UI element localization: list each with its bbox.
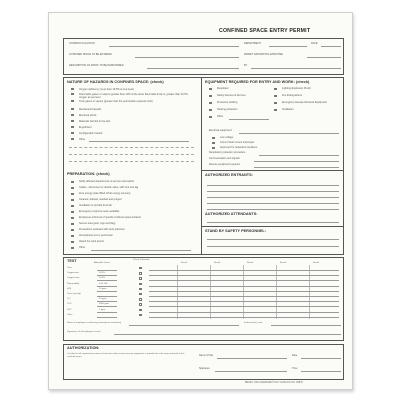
electrical-item: Approved for hazardous locations: [220, 146, 258, 149]
hazard-checkbox[interactable]: [71, 93, 74, 95]
hazard-item: Electrical shock: [79, 114, 97, 117]
result-column-heading: Result: [214, 262, 221, 264]
electrical-item: Ground fault current interrupter: [220, 141, 255, 144]
test-row-name: Time: [67, 267, 72, 269]
auth-name-line[interactable]: [217, 358, 287, 359]
test-result-line[interactable]: [149, 301, 339, 302]
hazard-item: Mechanical hazards: [79, 108, 102, 111]
date-label: DATE: [311, 42, 318, 45]
equipment-item: Ventilation: [282, 108, 294, 111]
preparation-item: Notify affected departments of service interruption: [79, 180, 135, 183]
test-row-name: SO2: [67, 308, 72, 311]
equipment-checkbox[interactable]: [274, 88, 277, 90]
preparation-checkbox[interactable]: [71, 217, 74, 219]
respiratory-label: Respiratory protection procedure: [209, 151, 246, 154]
test-row-limit: 10% LEL: [99, 282, 108, 285]
equipment-checkbox[interactable]: [209, 102, 212, 104]
preparation-other-line[interactable]: [91, 250, 191, 251]
result-column-heading: Result: [313, 262, 320, 264]
test-limit-line: [97, 317, 117, 318]
entrants-top-rule: [201, 170, 344, 171]
test-result-line[interactable]: [149, 312, 339, 313]
test-row-name: CO2: [67, 303, 72, 306]
authorization-box: [63, 344, 344, 380]
preparation-checkbox[interactable]: [71, 199, 74, 201]
preparation-item: Atmospheric test in permission: [79, 234, 114, 237]
conditions-divider: [201, 77, 202, 255]
test-result-line[interactable]: [149, 317, 339, 318]
communication-label: Communication and signals: [209, 157, 240, 160]
test-row-limit: 10 ppm: [99, 287, 107, 290]
test-limit-line: [97, 306, 117, 307]
auth-time-label: Time: [292, 367, 298, 370]
test-result-line[interactable]: [149, 286, 339, 287]
test-result-line[interactable]: [149, 306, 339, 307]
preparation-item: Other: [79, 246, 86, 249]
permit-sheet: [48, 12, 353, 390]
department-label: DEPARTMENT: [244, 42, 261, 45]
auth-date-line[interactable]: [301, 358, 341, 359]
entrant-line[interactable]: [207, 191, 339, 192]
hazard-dash-line: [69, 154, 194, 155]
attendants-heading: AUTHORIZED ATTENDANTS:: [205, 212, 258, 216]
preparation-item: Zero energy state (Bled off all energy sources): [79, 192, 131, 195]
test-needed-checkbox[interactable]: [139, 267, 142, 269]
preparation-item: Isolate - disconnect or double valve, with lock and tag: [79, 186, 139, 189]
preparation-checkbox[interactable]: [71, 205, 74, 207]
test-result-line[interactable]: [149, 270, 339, 271]
test-limit-line: [97, 291, 117, 292]
check-needed-heading: Check if Needed: [133, 259, 150, 261]
test-limit-line: [97, 286, 117, 287]
test-row-limit: 2 ppm: [99, 308, 106, 311]
standby-line-1[interactable]: [207, 239, 339, 240]
standby-top-rule: [201, 226, 344, 227]
equipment-checkbox[interactable]: [274, 95, 277, 97]
test-limit-line: [97, 296, 117, 297]
monitoring-persons-line[interactable]: [129, 325, 239, 326]
hazard-item: Oxygen deficiency (Less than 19.5% at sea level): [79, 88, 134, 91]
space-label: CONFINED SPACE TO BE ENTERED: [69, 53, 112, 56]
rescue-label: Rescue equipment required: [209, 163, 240, 166]
electrical-item: Low voltage: [220, 136, 234, 139]
authorization-statement: I certify that all required precautions have been taken and necessary equipment is provided for safe entry and work in this confined space.: [67, 353, 185, 358]
hazard-checkbox[interactable]: [71, 120, 74, 122]
respiratory-line[interactable]: [259, 155, 339, 156]
preparation-item: Precautions reviewed with work practices: [79, 228, 125, 231]
entrant-line[interactable]: [207, 209, 339, 210]
preparation-item: Secure area (post, sign and flag): [79, 222, 116, 225]
electrical-heading: Electrical equipment:: [209, 129, 233, 132]
preparation-item: Cleaned, drained, washed and purged: [79, 198, 122, 201]
equipment-checkbox[interactable]: [209, 88, 212, 90]
equipment-other-line[interactable]: [229, 119, 269, 120]
preparation-checkbox[interactable]: [71, 235, 74, 237]
hazard-dash-line: [69, 161, 194, 162]
equipment-item: Safety harness & life lines: [217, 94, 246, 97]
test-result-line[interactable]: [149, 296, 339, 297]
equipment-checkbox[interactable]: [209, 95, 212, 97]
preparation-checkbox[interactable]: [71, 181, 74, 183]
equipment-item: Hearing protection: [217, 108, 238, 111]
hazard-item: Other: [79, 138, 86, 141]
test-needed-checkbox[interactable]: [139, 303, 142, 305]
equipment-heading: EQUIPMENT REQUIRED FOR ENTRY AND WORK: (check): [205, 80, 310, 84]
hazard-other-line[interactable]: [89, 141, 189, 142]
hazard-item: Toxic gases or vapors (greater than the permissible exposure limit): [79, 100, 153, 103]
test-row-name: Oxygen-min: [67, 272, 79, 275]
catalog-footer: BRADY USA SIGNMARK® DIV. CATALOG NO. 65870: [245, 381, 303, 384]
hazard-dash-line: [69, 147, 194, 148]
electrical-checkbox[interactable]: [212, 147, 215, 149]
allowable-limits-heading: Allowable Limits: [94, 262, 110, 264]
test-result-line[interactable]: [149, 275, 339, 276]
hazard-checkbox[interactable]: [71, 132, 74, 134]
test-result-line[interactable]: [149, 280, 339, 281]
test-needed-checkbox[interactable]: [139, 272, 142, 274]
date-line[interactable]: [321, 46, 341, 47]
by-label: BY: [244, 64, 248, 67]
equipment-item: Emergency Escape Retrieval Equipment: [282, 101, 327, 104]
test-needed-checkbox[interactable]: [139, 309, 142, 311]
hazard-checkbox[interactable]: [71, 88, 74, 90]
equipment-item: Fire Extinguishers: [282, 94, 303, 97]
attendants-line[interactable]: [207, 222, 339, 223]
entrants-heading: AUTHORIZED ENTRANTS:: [205, 173, 253, 177]
form-title: CONFINED SPACE ENTRY PERMIT: [219, 28, 311, 34]
test-row-limit: 25 ppm: [99, 298, 107, 301]
test-limit-line: [97, 301, 117, 302]
test-row-limit: 19.5%: [99, 272, 106, 275]
hazard-checkbox[interactable]: [71, 114, 74, 116]
hazard-checkbox[interactable]: [71, 108, 74, 110]
hazard-checkbox[interactable]: [71, 100, 74, 102]
standby-line-2[interactable]: [207, 246, 339, 247]
space-line[interactable]: [135, 57, 239, 58]
hazard-checkbox[interactable]: [71, 126, 74, 128]
equipment-item: Protective clothing: [217, 101, 238, 104]
auth-signature-line[interactable]: [215, 371, 287, 372]
instruments-label: Instrument(s) used: [244, 322, 263, 324]
work-label: DESCRIPTION OF WORK TO BE PERFORMED: [69, 64, 124, 67]
test-limit-line: [97, 270, 117, 271]
company-label: COMPANY/LOCATION: [69, 42, 95, 45]
electrical-checkbox[interactable]: [212, 142, 215, 144]
entrant-line[interactable]: [207, 197, 339, 198]
test-row-name: H2S: [67, 287, 72, 290]
test-row-name: Toxic (specify): [67, 293, 81, 295]
expiration-label: PERMIT EXPIRATION DATE/TIME: [244, 53, 283, 56]
preparation-checkbox[interactable]: [71, 211, 74, 213]
test-limit-line: [97, 312, 117, 313]
rescue-line[interactable]: [254, 167, 339, 168]
equipment-item: Other: [217, 115, 224, 118]
test-needed-checkbox[interactable]: [139, 314, 142, 316]
auth-date-label: Date: [292, 354, 298, 357]
hazard-item: Configuration hazard: [79, 132, 103, 135]
preparation-checkbox[interactable]: [71, 229, 74, 231]
test-needed-checkbox[interactable]: [139, 277, 142, 279]
result-column-heading: Result: [181, 262, 188, 264]
hazard-item: Materials harmful to the skin: [79, 120, 111, 123]
auth-signature-label: Signature: [199, 367, 210, 370]
equipment-item: Lighting (Explosion Proof): [282, 87, 311, 90]
hazards-heading: NATURE OF HAZARDS IN CONFINED SPACE: (check): [67, 80, 164, 84]
preparation-checkbox[interactable]: [71, 247, 74, 249]
test-heading: TEST: [67, 259, 77, 263]
test-needed-checkbox[interactable]: [139, 283, 142, 285]
test-row-name: Oxygen-max: [67, 277, 80, 280]
equipment-checkbox[interactable]: [274, 102, 277, 104]
by-line[interactable]: [251, 68, 341, 69]
test-needed-checkbox[interactable]: [139, 293, 142, 295]
preparation-checkbox[interactable]: [71, 193, 74, 195]
electrical-checkbox[interactable]: [212, 137, 215, 139]
test-row-limit: 5000 ppm: [99, 303, 109, 306]
equipment-checkbox[interactable]: [209, 116, 212, 118]
equipment-checkbox[interactable]: [274, 109, 277, 111]
instruments-line[interactable]: [271, 325, 341, 326]
preparation-item: Attach hot work permit: [79, 240, 104, 243]
result-column-heading: Result: [280, 262, 287, 264]
auth-time-line[interactable]: [301, 371, 341, 372]
communication-line[interactable]: [254, 161, 339, 162]
auth-name-label: Name (Print): [199, 354, 214, 357]
signatures-line[interactable]: [114, 334, 341, 335]
test-limit-line: [97, 280, 117, 281]
hazard-checkbox[interactable]: [71, 138, 74, 140]
test-limit-line: [97, 275, 117, 276]
company-line[interactable]: [109, 46, 239, 47]
test-result-line[interactable]: [149, 291, 339, 292]
test-needed-checkbox[interactable]: [139, 298, 142, 300]
standby-heading: STAND BY SAFETY PERSONNEL:: [205, 229, 266, 233]
preparation-item: Emergency response team available: [79, 210, 120, 213]
preparation-heading: PREPARATION: (check): [67, 172, 110, 176]
signatures-label: Signatures of all employees tested: [67, 331, 101, 333]
result-column-heading: Result: [247, 262, 254, 264]
equipment-item: Respirator: [217, 87, 229, 90]
equipment-checkbox[interactable]: [209, 109, 212, 111]
electrical-line[interactable]: [239, 133, 339, 134]
authorization-heading: AUTHORIZATION:: [67, 346, 100, 350]
preparation-checkbox[interactable]: [71, 187, 74, 189]
department-line[interactable]: [269, 46, 307, 47]
test-needed-checkbox[interactable]: [139, 288, 142, 290]
expiration-line[interactable]: [307, 57, 341, 58]
monitoring-persons-label: Name of employees conducting atmospheric monitoring: [67, 322, 121, 324]
test-row-name: Other: [67, 313, 73, 316]
preparation-checkbox[interactable]: [71, 223, 74, 225]
hazard-item: Flammable gases or vapors (greater than 10% of the lower flammable limit) or, greater than 23.5% oxygen at sea level: [79, 93, 188, 99]
hazard-item: Engulfment: [79, 126, 92, 129]
test-row-name: Flammability: [67, 282, 80, 285]
preparation-checkbox[interactable]: [71, 241, 74, 243]
work-line[interactable]: [147, 68, 239, 69]
preparation-item: Employees informed of specific confined space hazards: [79, 216, 141, 219]
test-row-limit: 23.5%: [99, 277, 106, 280]
entrant-line[interactable]: [207, 203, 339, 204]
entrant-line[interactable]: [207, 185, 339, 186]
preparation-item: Ventilation to provide fresh air: [79, 204, 112, 207]
test-row-name: CO: [67, 298, 71, 301]
